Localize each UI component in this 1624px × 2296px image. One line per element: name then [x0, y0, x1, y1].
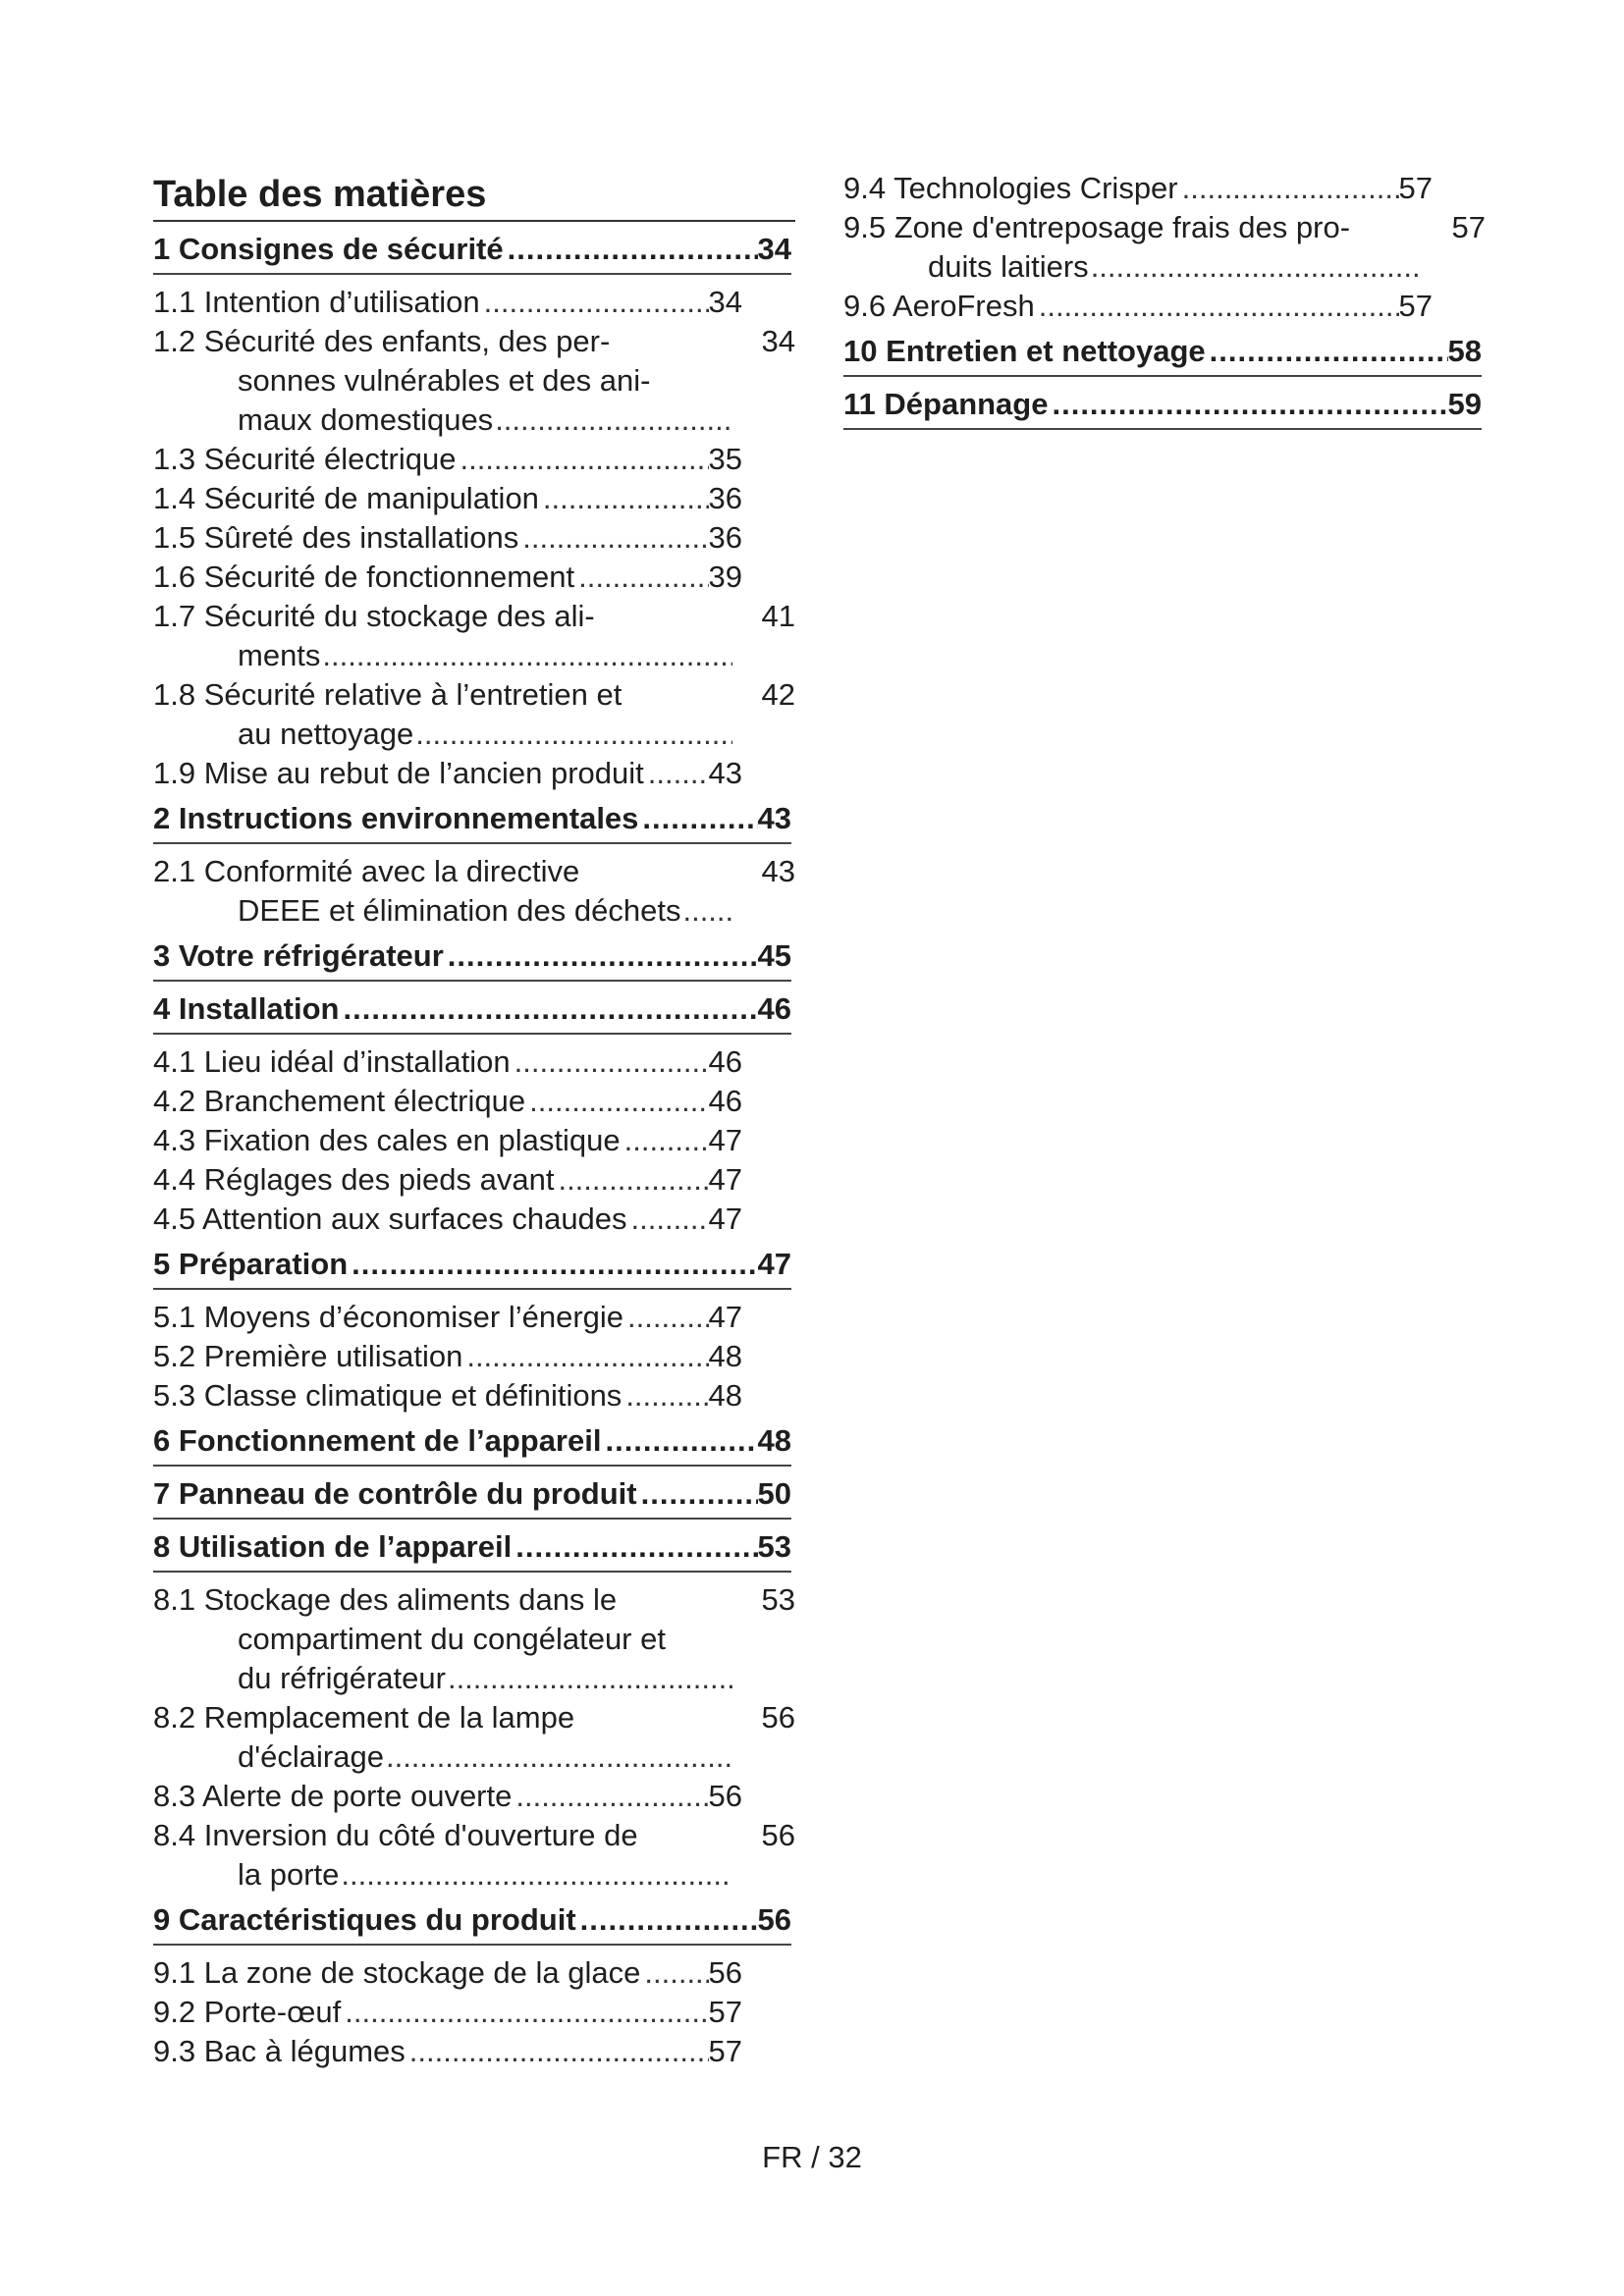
leader-dots	[574, 558, 708, 597]
toc-right-column	[843, 169, 1486, 438]
entry-page-number: 58	[1447, 334, 1482, 368]
entry-page-number: 36	[708, 481, 742, 515]
leader-dots	[623, 1298, 708, 1337]
toc-chapter-entry[interactable]	[843, 332, 1482, 377]
entry-page-number: 57	[1398, 289, 1433, 323]
entry-title-block	[843, 208, 1423, 287]
entry-page-number: 43	[757, 801, 791, 835]
toc-section-entry[interactable]	[153, 1816, 795, 1895]
entry-title: 9.6 AeroFresh	[843, 289, 1035, 323]
toc-chapter-entry[interactable]	[153, 1900, 791, 1946]
entry-page-number: 42	[761, 677, 795, 712]
entry-title-line: 9.5 Zone d'entreposage frais des pro-	[843, 210, 1351, 244]
leader-dots	[638, 799, 757, 838]
toc-section-entry[interactable]	[153, 558, 742, 597]
toc-section-entry[interactable]	[153, 1121, 742, 1160]
entry-page-number: 48	[708, 1378, 742, 1413]
entry-title: 5 Préparation	[153, 1247, 349, 1281]
entry-page-number: 57	[708, 1995, 742, 2029]
entry-page-number: 45	[757, 938, 791, 973]
leader-dots	[444, 936, 758, 976]
entry-page-number: 47	[708, 1162, 742, 1197]
toc-section-entry[interactable]	[153, 1376, 742, 1415]
toc-section-entry[interactable]	[153, 1993, 742, 2032]
entry-title-line	[153, 361, 732, 400]
entry-title-text: duits laitiers	[928, 249, 1089, 284]
entry-title: 3 Votre réfrigérateur	[153, 938, 444, 973]
toc-section-entry[interactable]	[153, 1337, 742, 1376]
leader-dots	[348, 1245, 757, 1284]
entry-title: 5.1 Moyens d’économiser l’énergie	[153, 1300, 624, 1334]
entry-title: 8 Utilisation de l’appareil	[153, 1529, 513, 1564]
entry-page-number: 39	[708, 560, 742, 594]
entry-page-number: 46	[708, 1044, 742, 1079]
entry-title-text: maux domestiques	[238, 402, 494, 437]
leader-dots	[1089, 247, 1423, 287]
leader-dots	[339, 1855, 732, 1895]
leader-dots	[384, 1737, 732, 1777]
toc-left-entries	[153, 230, 795, 2071]
entry-title: 9.1 La zone de stockage de la glace	[153, 1955, 641, 1990]
entry-title-text: au nettoyage	[238, 717, 414, 751]
entry-page-number: 56	[757, 1902, 791, 1937]
toc-section-entry[interactable]	[153, 1042, 742, 1082]
toc-chapter-entry[interactable]	[153, 1421, 791, 1467]
entry-page-number: 53	[757, 1529, 791, 1564]
entry-page-number: 47	[757, 1247, 791, 1281]
leader-dots	[1178, 169, 1399, 208]
toc-section-entry[interactable]	[153, 1160, 742, 1200]
entry-title: 6 Fonctionnement de l’appareil	[153, 1423, 602, 1458]
leader-dots	[637, 1474, 758, 1514]
toc-section-entry[interactable]	[153, 754, 742, 793]
toc-section-entry[interactable]	[153, 675, 795, 754]
entry-page-number: 36	[708, 520, 742, 555]
entry-title-line	[153, 1659, 732, 1698]
entry-page-number: 57	[1398, 171, 1433, 205]
entry-title: 1.1 Intention d’utilisation	[153, 285, 480, 319]
entry-title-line	[153, 400, 732, 440]
entry-title: 9.3 Bac à légumes	[153, 2034, 406, 2068]
leader-dots	[406, 2032, 709, 2071]
leader-dots	[1048, 385, 1447, 424]
entry-title: 2 Instructions environnementales	[153, 801, 639, 835]
entry-title: 1.5 Sûreté des installations	[153, 520, 519, 555]
entry-page-number: 47	[708, 1201, 742, 1236]
entry-title-block	[153, 1698, 732, 1777]
entry-title-text: sonnes vulnérables et des ani-	[238, 363, 651, 398]
entry-title: 4.4 Réglages des pieds avant	[153, 1162, 555, 1197]
leader-dots	[480, 283, 709, 322]
entry-title-block	[153, 322, 732, 440]
entry-title: 7 Panneau de contrôle du produit	[153, 1476, 637, 1511]
entry-page-number: 53	[761, 1582, 795, 1617]
entry-title-line	[153, 891, 732, 931]
leader-dots	[512, 1527, 757, 1567]
entry-page-number: 43	[708, 756, 742, 790]
leader-dots	[320, 636, 732, 675]
entry-title-text: la porte	[238, 1857, 340, 1892]
leader-dots	[504, 230, 758, 269]
entry-page-number: 47	[708, 1300, 742, 1334]
leader-dots	[1206, 332, 1448, 371]
leader-dots	[680, 891, 732, 931]
entry-title: 9.4 Technologies Crisper	[843, 171, 1178, 205]
toc-chapter-entry[interactable]	[153, 1245, 791, 1290]
leader-dots	[341, 1993, 708, 2032]
entry-title-line	[843, 247, 1423, 287]
leader-dots	[413, 715, 732, 754]
entry-title-text: compartiment du congélateur et	[238, 1622, 666, 1656]
entry-title: 1 Consignes de sécurité	[153, 232, 504, 266]
entry-title: 5.3 Classe climatique et définitions	[153, 1378, 623, 1413]
entry-title: 1.4 Sécurité de manipulation	[153, 481, 539, 515]
entry-title-text: d'éclairage	[238, 1739, 384, 1774]
entry-page-number: 43	[761, 854, 795, 888]
entry-title: 1.3 Sécurité électrique	[153, 442, 457, 476]
page-number: FR / 32	[762, 2140, 862, 2174]
toc-section-entry[interactable]	[153, 440, 742, 479]
entry-title: 4.1 Lieu idéal d’installation	[153, 1044, 511, 1079]
toc-chapter-entry[interactable]	[153, 989, 791, 1035]
entry-page-number: 34	[708, 285, 742, 319]
toc-section-entry[interactable]	[153, 1580, 795, 1698]
entry-title: 11 Dépannage	[843, 387, 1049, 421]
entry-title-block	[153, 597, 732, 675]
leader-dots	[511, 1042, 709, 1082]
toc-section-entry[interactable]	[843, 287, 1433, 326]
entry-title-line	[153, 1737, 732, 1777]
entry-title-line	[153, 636, 732, 675]
entry-title-block	[153, 1580, 732, 1698]
entry-title-text: du réfrigérateur	[238, 1661, 446, 1695]
entry-page-number: 56	[708, 1779, 742, 1813]
toc-left-column	[153, 173, 795, 2071]
entry-page-number: 46	[757, 991, 791, 1026]
toc-section-entry[interactable]	[153, 283, 742, 322]
entry-page-number: 46	[708, 1084, 742, 1118]
leader-dots	[525, 1082, 708, 1121]
entry-title: 1.6 Sécurité de fonctionnement	[153, 560, 575, 594]
entry-page-number: 35	[708, 442, 742, 476]
toc-section-entry[interactable]	[153, 1777, 742, 1816]
entry-page-number: 59	[1447, 387, 1482, 421]
entry-title: 1.9 Mise au rebut de l’ancien produit	[153, 756, 644, 790]
entry-title-text: ments	[238, 638, 321, 672]
toc-chapter-entry[interactable]	[153, 799, 791, 844]
entry-title: 4 Installation	[153, 991, 340, 1026]
entry-title-line: 1.8 Sécurité relative à l’entretien et	[153, 677, 623, 712]
toc-chapter-entry[interactable]	[153, 230, 791, 275]
entry-title-block	[153, 852, 732, 931]
entry-title-line: 8.4 Inversion du côté d'ouverture de	[153, 1818, 638, 1852]
entry-title-line: 8.2 Remplacement de la lampe	[153, 1700, 575, 1735]
entry-page-number: 34	[761, 324, 795, 358]
entry-title-block	[153, 675, 732, 754]
toc-section-entry[interactable]	[153, 518, 742, 558]
entry-title: 10 Entretien et nettoyage	[843, 334, 1206, 368]
toc-section-entry[interactable]	[153, 1200, 742, 1239]
toc-section-entry[interactable]	[153, 852, 795, 931]
entry-title-line	[153, 1855, 732, 1895]
leader-dots	[339, 989, 757, 1029]
toc-section-entry[interactable]	[153, 1082, 742, 1121]
toc-chapter-entry[interactable]	[153, 936, 791, 982]
leader-dots	[640, 1953, 708, 1993]
entry-title-line	[153, 715, 732, 754]
toc-right-entries	[843, 169, 1486, 430]
leader-dots	[512, 1777, 708, 1816]
entry-title: 5.2 Première utilisation	[153, 1339, 463, 1373]
toc-section-entry[interactable]	[153, 322, 795, 440]
leader-dots	[576, 1900, 758, 1940]
entry-page-number: 57	[1451, 210, 1486, 244]
leader-dots	[518, 518, 708, 558]
toc-title: Table des matières	[153, 173, 795, 222]
toc-section-entry[interactable]	[153, 479, 742, 518]
leader-dots	[554, 1160, 708, 1200]
toc-section-entry[interactable]	[153, 1298, 742, 1337]
entry-page-number: 56	[708, 1955, 742, 1990]
entry-title: 8.3 Alerte de porte ouverte	[153, 1779, 513, 1813]
leader-dots	[462, 1337, 708, 1376]
leader-dots	[644, 754, 709, 793]
toc-chapter-entry[interactable]	[153, 1474, 791, 1520]
entry-page-number: 57	[708, 2034, 742, 2068]
entry-title-line: 8.1 Stockage des aliments dans le	[153, 1582, 618, 1617]
entry-page-number: 48	[708, 1339, 742, 1373]
entry-title-line	[153, 1620, 732, 1659]
entry-page-number: 34	[757, 232, 791, 266]
leader-dots	[622, 1376, 708, 1415]
entry-title: 4.3 Fixation des cales en plastique	[153, 1123, 621, 1157]
toc-section-entry[interactable]	[843, 208, 1486, 287]
entry-page-number: 47	[708, 1123, 742, 1157]
leader-dots	[539, 479, 709, 518]
entry-page-number: 56	[761, 1700, 795, 1735]
leader-dots	[621, 1121, 709, 1160]
entry-title-block	[153, 1816, 732, 1895]
entry-title-line: 1.7 Sécurité du stockage des ali-	[153, 599, 595, 633]
entry-page-number: 56	[761, 1818, 795, 1852]
toc-section-entry[interactable]	[153, 1953, 742, 1993]
entry-title-line: 1.2 Sécurité des enfants, des per-	[153, 324, 611, 358]
leader-dots	[456, 440, 708, 479]
toc-section-entry[interactable]	[153, 2032, 742, 2071]
leader-dots	[493, 400, 732, 440]
entry-title: 9 Caractéristiques du produit	[153, 1902, 576, 1937]
leader-dots	[446, 1659, 732, 1698]
leader-dots	[627, 1200, 709, 1239]
toc-section-entry[interactable]	[153, 597, 795, 675]
leader-dots	[601, 1421, 757, 1461]
toc-section-entry[interactable]	[153, 1698, 795, 1777]
entry-title: 4.2 Branchement électrique	[153, 1084, 526, 1118]
entry-title: 9.2 Porte-œuf	[153, 1995, 342, 2029]
entry-title-text: DEEE et élimination des déchets	[238, 893, 681, 928]
entry-title: 4.5 Attention aux surfaces chaudes	[153, 1201, 627, 1236]
entry-page-number: 41	[761, 599, 795, 633]
toc-chapter-entry[interactable]	[153, 1527, 791, 1573]
leader-dots	[1035, 287, 1399, 326]
toc-section-entry[interactable]	[843, 169, 1433, 208]
entry-page-number: 48	[757, 1423, 791, 1458]
toc-chapter-entry[interactable]	[843, 385, 1482, 430]
entry-title-line: 2.1 Conformité avec la directive	[153, 854, 580, 888]
entry-page-number: 50	[757, 1476, 791, 1511]
